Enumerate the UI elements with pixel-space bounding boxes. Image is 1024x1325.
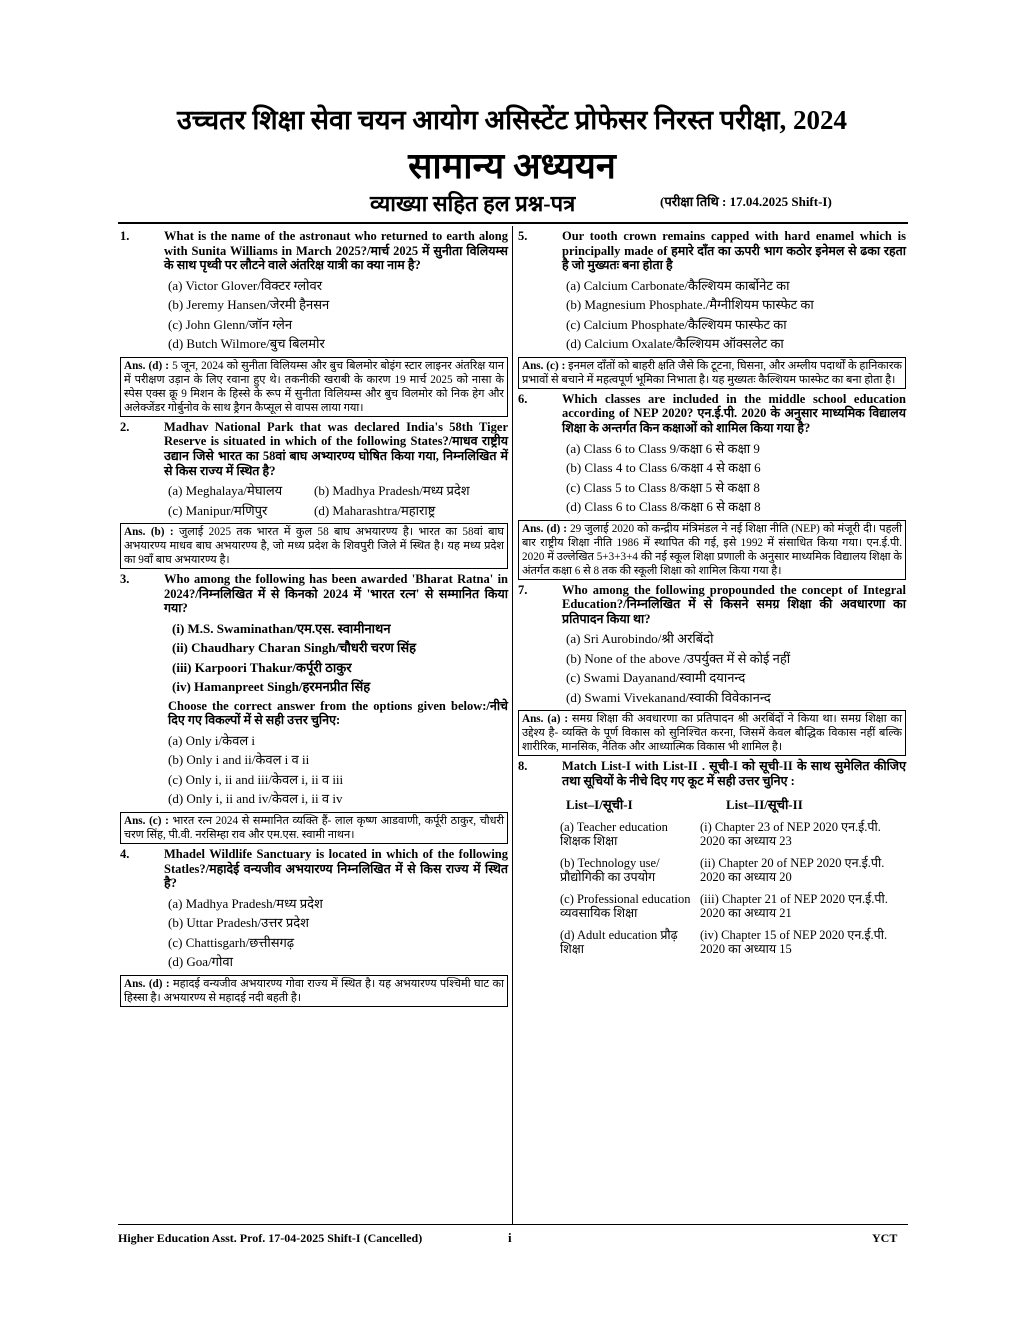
- option-a: (a) Calcium Carbonate/कैल्शियम कार्बोनेट का: [566, 277, 790, 293]
- option-d: (d) Maharashtra/महाराष्ट्र: [314, 502, 436, 518]
- options: [168, 894, 508, 972]
- question-number: 5.: [518, 229, 528, 243]
- list-2-item: (i) Chapter 23 of NEP 2020 एन.ई.पी. 2020 का अध्याय 23: [700, 819, 881, 849]
- footer-page-number: i: [508, 1230, 512, 1245]
- options: [566, 629, 906, 707]
- question-number: 3.: [120, 572, 130, 587]
- answer-label: Ans. (c) :: [522, 359, 566, 372]
- question-8: [518, 759, 906, 956]
- answer-explanation: 29 जुलाई 2020 को कन्द्रीय मंत्रिमंडल ने नई शिक्षा नीति (NEP) को मंजूरी दी। पहली बार राष्ट्रीय शिक्षा नीति 1986 में स्थापित की गई, इसे 1992 में संसाधित किया गया। एन.ई.पी. 2020 में उल्लेखित 5+3+3+4 की नई स्कूल शिक्षा प्रणाली के अनुसार माध्यमिक विद्यालय शिक्षा के अंतर्गत कक्षा 6 से 8 तक की स्कूली शिक्षा को शामिल किया गया है।: [522, 522, 903, 577]
- match-list-header: [566, 795, 906, 813]
- answer-label: Ans. (d) :: [522, 522, 568, 535]
- answer-label: Ans. (c) :: [124, 814, 169, 827]
- column-divider: [512, 226, 513, 1224]
- question-4: [120, 847, 508, 1007]
- option-c: (c) Chattisgarh/छत्तीसगढ़: [168, 934, 295, 950]
- option-c: (c) Manipur/मणिपुर: [168, 502, 268, 518]
- question-text: Mhadel Wildlife Sanctuary is located in which of the following Statles?/महादेई वन्यजीव अभयारण्य निम्नलिखित में से किस राज्य में स्थित है?: [164, 846, 508, 891]
- list-1-item: (c) Professional education व्यवसायिक शिक्षा: [560, 891, 691, 921]
- question-text: Who among the following propounded the concept of Integral Education?/निम्नलिखित में से किसने समग्र शिक्षा की अवधारणा का प्रतिपादन किया था?: [562, 582, 906, 626]
- answer-box: [120, 357, 508, 417]
- option-d: (d) Butch Wilmore/बुच बिलमोर: [168, 336, 325, 352]
- list-2-item: (ii) Chapter 20 of NEP 2020 एन.ई.पी. 2020 का अध्याय 20: [700, 855, 885, 885]
- option-b: (b) None of the above /उपर्युक्त में से कोई नहीं: [566, 650, 791, 666]
- option-a: (a) Sri Aurobindo/श्री अरबिंदो: [566, 631, 714, 647]
- answer-label: Ans. (d) :: [124, 977, 170, 990]
- answer-explanation: समग्र शिक्षा की अवधारणा का प्रतिपादन श्री अरबिंदों ने किया था। समग्र शिक्षा का उद्देश्य है- व्यक्ति के पूर्ण विकास को सुनिश्चित करना, जिसमें केवल बौद्धिक विकास नहीं बल्कि शारीरिक, मानसिक, नैतिक और आध्यात्मिक विकास भी शामिल है।: [522, 713, 902, 754]
- option-a: (a) Class 6 to Class 9/कक्षा 6 से कक्षा 9: [566, 440, 760, 456]
- statement-iii: (iii) Karpoori Thakur/कर्पूरी ठाकुर: [172, 659, 352, 675]
- option-c: (c) Calcium Phosphate/कैल्शियम फास्फेट का: [566, 316, 787, 332]
- statement-ii: (ii) Chaudhary Charan Singh/चौधरी चरण सिंह: [172, 640, 417, 656]
- answer-box: [518, 357, 906, 389]
- option-b: (b) Uttar Pradesh/उत्तर प्रदेश: [168, 915, 309, 931]
- top-rule: [118, 222, 908, 224]
- option-d: (d) Calcium Oxalate/कैल्शियम ऑक्सलेट का: [566, 336, 784, 352]
- question-7: [518, 583, 906, 757]
- match-row: [560, 856, 906, 885]
- option-b: (b) Jeremy Hansen/जेरमी हैनसन: [168, 297, 330, 313]
- answer-label: Ans. (a) :: [522, 713, 569, 726]
- question-number: 1.: [120, 229, 130, 243]
- question-number: 7.: [518, 582, 528, 597]
- answer-explanation: जुलाई 2025 तक भारत में कुल 58 बाघ अभयारण्य है। भारत का 58वां बाघ अभयारण्य माधव बाघ अभयारण्य है, जो मध्य प्रदेश के शिवपुरी जिले में स्थित है। यह मध्य प्रदेश का 9वाँ बाघ अभयारण्य है।: [124, 526, 504, 567]
- answer-box: [518, 520, 906, 580]
- answer-box: [120, 975, 508, 1007]
- list-1-item: (b) Technology use/प्रौद्योगिकी का उपयोग: [560, 855, 660, 885]
- question-text: Our tooth crown remains capped with hard enamel which is principally made of हमारे दाँत का ऊपरी भाग कठोर इनेमल से ढका रहता है जो मुख्यतः बना होता है: [562, 229, 906, 273]
- list-1-item: (d) Adult education प्रौढ़ शिक्षा: [560, 927, 678, 957]
- answer-explanation: महादई वन्यजीव अभयारण्य गोवा राज्य में स्थित है। यह अभयारण्य पश्चिमी घाट का हिस्सा है। अभयारण्य से महादई नदी बहती है।: [124, 977, 504, 1004]
- option-c: (c) Swami Dayanand/स्वामी दयानन्द: [566, 670, 746, 686]
- option-b: (b) Magnesium Phosphate./मैग्नीशियम फास्फेट का: [566, 297, 814, 313]
- question-number: 8.: [518, 759, 528, 774]
- page-title: उच्चतर शिक्षा सेवा चयन आयोग असिस्टेंट प्रोफेसर निरस्त परीक्षा, 2024: [177, 105, 847, 135]
- answer-explanation: 5 जून, 2024 को सुनीता विलियम्स और बुच बिलमोर बोइंग स्टार लाइनर अंतरिक्ष यान में परीक्षण उड़ान के लिए रवाना हुए थे। तकनीकी खराबी के कारण 19 मार्च 2025 को नासा के स्पेस एक्स क्रू 9 मिशन के हिस्से के रूप में सुनीता विलियम्स और बुच विलमोर को निक हेग और अलेक्जेंडर गोर्बुनोव के साथ ड्रैगन कैप्सूल से वापस लाया गया।: [124, 359, 504, 414]
- question-number: 2.: [120, 419, 130, 434]
- answer-box: [518, 710, 906, 756]
- right-column: [518, 228, 906, 957]
- options: [168, 276, 508, 354]
- list-1-item: (a) Teacher education शिक्षक शिक्षा: [560, 819, 668, 849]
- match-row: [560, 820, 906, 849]
- options: [168, 481, 508, 520]
- bottom-rule: [118, 1224, 908, 1225]
- option-b: (b) Class 4 to Class 6/कक्षा 4 से कक्षा 6: [566, 460, 761, 476]
- question-2: [120, 420, 508, 569]
- question-6: [518, 392, 906, 580]
- answer-box: [120, 812, 508, 844]
- option-a: (a) Victor Glover/विक्टर ग्लोवर: [168, 277, 323, 293]
- option-d: (d) Only i, ii and iv/केवल i, ii व iv: [168, 791, 343, 807]
- question-text: What is the name of the astronaut who returned to earth along with Sunita Williams in March 2025?/मार्च 2025 में सुनीता विलियम्स के साथ पृथ्वी पर लौटने वाले अंतरिक्ष यात्री का क्या नाम है?: [164, 229, 508, 273]
- options: [566, 439, 906, 517]
- answer-label: Ans. (d) :: [124, 359, 170, 372]
- paper-type: व्याख्या सहित हल प्रश्न-पत्र: [370, 191, 576, 216]
- option-c: (c) Only i, ii and iii/केवल i, ii व iii: [168, 771, 344, 787]
- answer-explanation: इनमल दाँतों को बाहरी क्षति जैसे कि टूटना, घिसना, और अम्लीय पदार्थों के हानिकारक प्रभावों से बचाने में महत्वपूर्ण भूमिका निभाता है। यह मुख्यतः कैल्शियम फास्फेट का बना होता है।: [522, 359, 902, 386]
- list-1-heading: List–I/सूची-I: [566, 796, 633, 812]
- option-c: (c) Class 5 to Class 8/कक्षा 5 से कक्षा 8: [566, 479, 760, 495]
- left-column: [120, 228, 508, 1010]
- list-2-item: (iv) Chapter 15 of NEP 2020 एन.ई.पी. 2020 का अध्याय 15: [700, 927, 888, 957]
- options: [168, 731, 508, 809]
- option-b: (b) Madhya Pradesh/मध्य प्रदेश: [314, 483, 470, 499]
- footer-exam-info: Higher Education Asst. Prof. 17-04-2025 Shift-I (Cancelled): [118, 1231, 423, 1245]
- question-text: Who among the following has been awarded 'Bharat Ratna' in 2024?/निम्नलिखित में से किनको 2024 में 'भारत रत्न' से सम्मानित किया गया?: [164, 572, 508, 616]
- answer-label: Ans. (b) :: [124, 526, 174, 539]
- exam-date: (परीक्षा तिथि : 17.04.2025 Shift-I): [660, 194, 832, 209]
- instruction-text: Choose the correct answer from the options given below:/नीचे दिए गए विकल्पों में से सही उत्तर चुनिए:: [168, 698, 508, 728]
- option-a: (a) Madhya Pradesh/मध्य प्रदेश: [168, 895, 323, 911]
- statement-list: [168, 619, 508, 697]
- page-subtitle: सामान्य अध्ययन: [408, 146, 616, 186]
- question-text: Match List-I with List-II . सूची-I को सूची-II के साथ सुमेलित कीजिए तथा सूचियों के नीचे दिए गए कूट में सही उत्तर चुनिए :: [562, 759, 906, 788]
- question-3: [120, 572, 508, 844]
- match-row: [560, 892, 906, 921]
- question-number: 6.: [518, 391, 528, 406]
- list-2-heading: List–II/सूची-II: [726, 796, 803, 812]
- question-1: [120, 229, 508, 417]
- option-d: (d) Goa/गोवा: [168, 954, 233, 970]
- question-text: Which classes are included in the middle school education according of NEP 2020? एन.ई.पी. 2020 के अनुसार माध्यमिक विद्यालय शिक्षा के अन्तर्गत किन कक्षाओं को शामिल किया गया है?: [562, 391, 906, 435]
- footer-publisher: YCT: [872, 1231, 898, 1245]
- statement-i: (i) M.S. Swaminathan/एम.एस. स्वामीनाथन: [172, 620, 391, 636]
- answer-explanation: भारत रत्न 2024 से सम्मानित व्यक्ति हैं- लाल कृष्ण आडवाणी, कर्पूरी ठाकुर, चौधरी चरण सिंह, पी.वी. नरसिम्हा राव और एम.एस. स्वामी नाथन।: [124, 814, 504, 841]
- question-5: [518, 229, 906, 389]
- option-d: (d) Class 6 to Class 8/कक्षा 6 से कक्षा 8: [566, 499, 761, 515]
- question-text: Madhav National Park that was declared India's 58th Tiger Reserve is situated in which of the following States?/माधव राष्ट्रीय उद्यान जिसे भारत का 58वां बाघ अभ्यारण्य घोषित किया गया, निम्नलिखित में से किस राज्य में स्थित है?: [164, 419, 508, 478]
- answer-box: [120, 523, 508, 569]
- option-c: (c) John Glenn/जॉन ग्लेन: [168, 316, 293, 332]
- question-number: 4.: [120, 846, 130, 861]
- statement-iv: (iv) Hamanpreet Singh/हरमनप्रीत सिंह: [172, 679, 371, 695]
- option-b: (b) Only i and ii/केवल i व ii: [168, 752, 310, 768]
- option-d: (d) Swami Vivekanand/स्वाकी विवेकानन्द: [566, 689, 771, 705]
- options: [566, 276, 906, 354]
- option-a: (a) Only i/केवल i: [168, 732, 256, 748]
- option-a: (a) Meghalaya/मेघालय: [168, 483, 283, 499]
- match-row: [560, 928, 906, 957]
- list-2-item: (iii) Chapter 21 of NEP 2020 एन.ई.पी. 2020 का अध्याय 21: [700, 891, 888, 921]
